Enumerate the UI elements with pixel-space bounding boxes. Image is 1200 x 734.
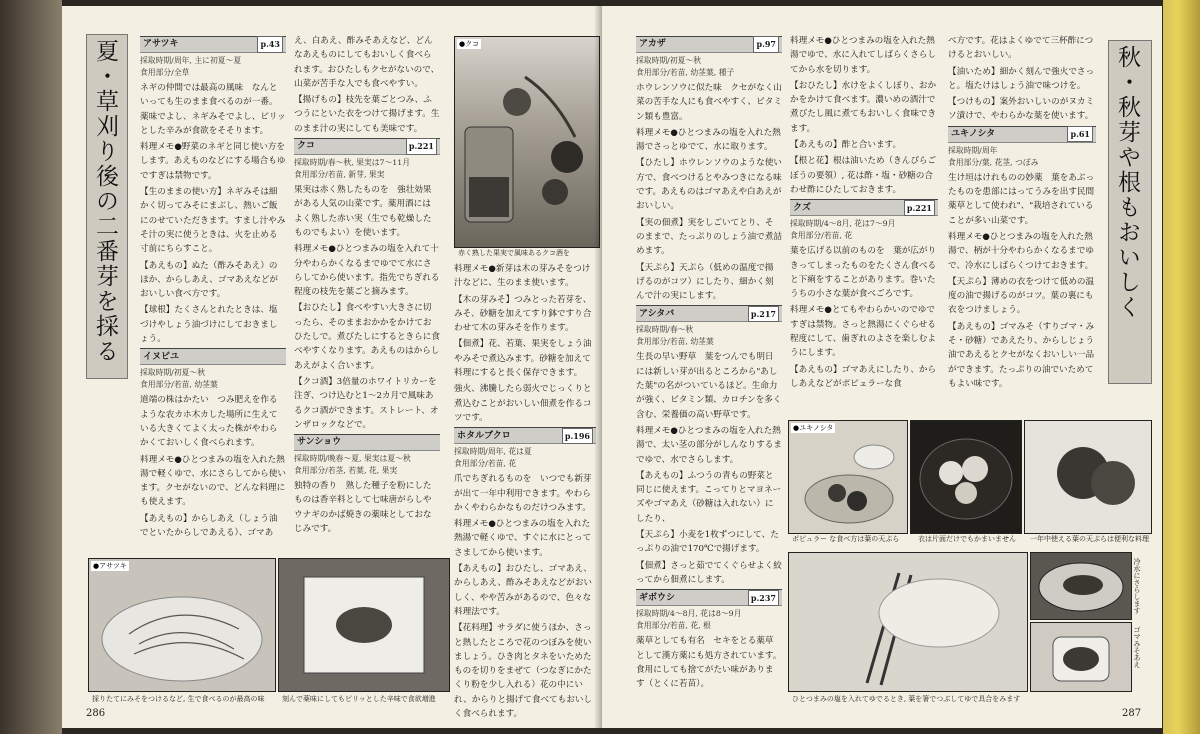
paragraph: 独特の香り 熟した種子を粉にしたものは香辛料として七味唐がらしやウナギのかば焼きの薬味としておなじみです。	[294, 481, 432, 535]
paragraph: 道端の株はかたい つみ肥えを作るような农カホ木カした場所に生えている大きくてよく太った株がやわらかくておいしく食べられます。	[140, 395, 278, 449]
paragraph: 【天ぷら】薄めの衣をつけて低めの温度の油で揚げるのがコツ。葉の裏にも衣をつけましょう。	[948, 276, 1095, 316]
paragraph: 【生のままの使い方】ネギみそは細かく切ってみそにまぶし、熱いご飯にのせていただきます。すまし汁やみそ汁の実に使うときは、火を止める寸前にちらすこと。	[140, 187, 286, 255]
page-ref: p.237	[748, 590, 779, 606]
photo-asatsuki	[88, 558, 276, 692]
paragraph: 薬草としても有名 セキをとる薬草として漢方薬にも処方されています。食用にしても捨てがたい味があります（とくに若苗）。	[636, 636, 782, 690]
right-title-box	[1108, 40, 1152, 384]
paragraph: 【あえもの】ゴマみそ（すりゴマ・みそ・砂糖）であえたり、からしじょう油であえるとクセがなくおいしい一品ができます。たっぷりの油でいためてもよい味です。	[948, 321, 1095, 389]
photo-caption: 衣は片面だけでもかまいません	[918, 535, 1016, 543]
paragraph: 【ひたし】ホウレンソウのような使い方で、食べつけるとやみつきになる味です。あえものはゴマあえや白あえがおいしい。	[636, 158, 782, 212]
book-edge-right	[1163, 0, 1200, 734]
entry-header-hotarubukuro: ホタルブクロ p.196	[454, 427, 596, 444]
photo-side-caption: ゴマみそあえ	[1133, 626, 1141, 668]
left-col-1	[140, 34, 286, 542]
paragraph: 強火、沸騰したら弱火でじっくりと煮込むことがおいしい佃煮を作るコツです。	[454, 384, 592, 423]
page-ref: p.97	[753, 36, 779, 52]
paragraph: 料理メモ●ひとつまみの塩を入れた熱湯で軽くゆで、水にさらしてから使います。クセがないので、どんな料理にも使えます。	[140, 454, 286, 508]
photo-caption: 刻んで薬味にしてもピリッとした辛味で食欲増進	[282, 695, 436, 703]
paragraph: 葉を広げる以前のものを 葉が広がりきってしまったものをたくさん食べると下痢をすることがあります。巻いたうちの小さな葉が食べごろです。	[790, 246, 937, 300]
photo-yukinoshita-3	[1024, 420, 1152, 534]
entry-header-akaza: アカザ p.97	[636, 36, 782, 53]
bowl-water-illustration	[1031, 553, 1131, 619]
paragraph: 料理メモ●野菜のネギと同じ使い方をします。あえものなどにする場合もゆですぎは禁物です。	[140, 142, 286, 181]
photo-goma-miso	[1030, 622, 1132, 692]
paragraph: え、白あえ、酢みそあえなど、どんなあえものにしてもおいしく食べられます。おひたしもクセがないので、山菜が苦手な人でも食べやすい。	[294, 36, 440, 89]
right-page	[602, 6, 1162, 728]
photo-asatsuki-chopped	[278, 558, 450, 692]
paragraph: 【花料理】サラダに使うほか、さっと熱したところで花のつぼみを使いましょう。ひき肉とタネをいためたものを切りをまぜて（つなぎにかたくり粉を少し入れる）花の中にいれ、からりと揚げて食べてもおいしく食べられます。	[454, 623, 593, 720]
paragraph: ホウレンソウに似た味 クセがなく山菜の苦手な人にも食べやすく、ビタミン類も豊富。	[636, 83, 782, 122]
paragraph: 爪でちぎれるものを いつでも新芽が出て一年中利用できます。やわらかくやわらかなものだけつみます。	[454, 474, 592, 513]
page-ref: p.221	[406, 138, 437, 154]
paragraph: 料理メモ●ひとつまみの塩を入れた熱湯でさっとゆでて、水に取ります。	[636, 127, 781, 153]
page-number: 286	[86, 708, 106, 719]
right-page-title: 秋・秋芽や根もおいしく	[1114, 45, 1140, 320]
paragraph: 【揚げもの】枝先を葉ごとつみ、ふつうにといた衣をつけて揚げます。生のまま汁の実にしても美味です。	[294, 95, 440, 134]
entry-meta: 採取時期/4〜8月, 花は7〜9月 食用部分/若苗, 花	[790, 219, 896, 241]
paragraph: 【油いため】細かく刻んで強火でさっと。塩たけはしょう油で味つけを。	[948, 66, 1095, 91]
paragraph: 【あえもの】ゴマあえにしたり、からしあえなどがポピュラーな食	[790, 364, 937, 389]
left-page-title: 夏・草刈り後の二番芽を採る	[92, 39, 118, 364]
paragraph: 【実の佃煮】実をしごいてとり、そのままで、たっぷりのしょう油で煮詰めます。	[636, 217, 782, 257]
entry-meta: 採取時期/周年, 花は夏 食用部分/若苗, 花	[454, 447, 532, 469]
entry-meta: 採取時期/周年, 主に初夏〜夏 食用部分/全草	[140, 56, 242, 77]
paragraph: 【佃煮】さっと茹でてくぐらせよく絞ってから佃煮にします。	[636, 560, 782, 585]
entry-header-kuzu: クズ p.221	[790, 199, 938, 216]
dish-illustration	[1031, 623, 1131, 691]
page-number: 287	[1122, 708, 1142, 719]
book-edge-left	[0, 0, 62, 734]
page-ref: p.43	[257, 36, 283, 52]
entry-header-sansho: サンショウ	[294, 434, 440, 451]
left-title-box	[86, 34, 128, 379]
paragraph: 料理メモ●ひとつまみの塩を入れた熱湯でゆで、水に入れてしばらくさらしてから水を切ります。	[790, 36, 936, 75]
entry-header-inubiyu: イヌビユ	[140, 348, 286, 365]
right-col-2	[790, 34, 938, 393]
paragraph: 【木の芽みそ】つみとった若芽を、みそ、砂糖を加えてすり鉢ですり合わせて木の芽みそを作ります。	[454, 294, 592, 334]
page-ref: p.217	[748, 306, 779, 322]
photo-caption: ひとつまみの塩を入れてゆでるとき, 葉を箸でつぶしてゆで具合をみます	[792, 695, 1021, 703]
paragraph: 【クコ酒】3倍量のホワイトリカーを注ぎ、つけ込むと1〜2カ月で風味あるクコ酒ができます。ストレート、オンザロックなどで。	[294, 376, 439, 430]
photo-yukinoshita-1	[788, 420, 908, 534]
paragraph: 生け垣はけれものの妙薬 葉をあぶったものを患部にはってうみを出す民間薬草として使われ"、"栽培されていることが多い山菜です。	[948, 172, 1095, 226]
entry-header-giboshi: ギボウシ p.237	[636, 589, 782, 606]
paragraph: 【天ぷら】天ぷら（低めの温度で揚げるのがコツ）にしたり、細かく刻んで汁の実にします。	[636, 262, 774, 302]
paragraph: 料理メモ●ひとつまみの塩を入れて十分やわらかくなるまでゆでて水にさらしてから使います。指先でちぎれる程度の枝先を葉ごと摘みます。	[294, 244, 440, 298]
paragraph: 【あえもの】ぬた（酢みそあえ）のほか、からしあえ、ゴマあえなどがおいしい食べ方です。	[140, 260, 279, 300]
left-col-3	[454, 262, 596, 723]
paragraph: 【根と花】根は油いため（きんぴらごぼうの要領）, 花は酢・塩・砂糖の合わせ酢にひたしておきます。	[790, 156, 937, 195]
paragraph: 料理メモ●ひとつまみの塩を入れた熱湯で軽くゆで、すぐに水にとってさましてから使います。	[454, 519, 592, 558]
paragraph: 【あえもの】からしあえ（しょう油でといたからしであえる）、ゴマあ	[140, 513, 278, 539]
photo-label: ●クコ	[459, 40, 479, 48]
paragraph: 【佃煮】花、若葉、果実をしょう油やみそで煮込みます。砂糖を加えて料理にすると長く保存できます。	[454, 339, 592, 379]
photo-caption: 赤く熟した果実で風味あるクコ酒を	[458, 249, 570, 257]
photo-label: ●ユキノシタ	[793, 424, 834, 432]
left-page	[62, 6, 602, 728]
entry-header-ashitaba: アシタバ p.217	[636, 305, 782, 322]
paragraph: 【あえもの】おひたし、ゴマあえ、からしあえ、酢みそあえなどがおいしく、やや苦みがあるので、色々な料理法です。	[454, 564, 593, 617]
entry-meta: 採取時期/4〜8月, 花は8〜9月 食用部分/若苗, 花, 根	[636, 609, 742, 631]
paragraph: 料理メモ●とてもやわらかいのでゆですぎは禁物。さっと熱湯にくぐらせる程度にして、歯ぎれのよさを楽しむようにします。	[790, 305, 936, 359]
photo-cold-water	[1030, 552, 1132, 620]
yukinoshita-leaves-illustration	[789, 421, 907, 533]
paragraph: 【球根】たくさんとれたときは、塩づけやしょう油づけにしておきましょう。	[140, 305, 278, 345]
paragraph: 【つけもの】案外おいしいのがヌカミソ漬けで、やわらかな葉を使います。	[948, 97, 1095, 122]
asatsuki-illustration	[89, 559, 275, 691]
page-ref: p.221	[904, 200, 935, 216]
entry-meta: 採取時期/初夏〜秋 食用部分/若苗, 幼茎葉, 種子	[636, 56, 735, 77]
dish-illustration	[279, 559, 449, 691]
paragraph: 【あえもの】ふつうの青もの野菜と同じに使えます。こってりとマヨネーズやゴマあえ（砂糖は入れない）にしたり、	[636, 470, 782, 524]
paragraph: 【おひたし】食べやすい大きさに切ったら、そのままおかかをかけておひたしで。煮びたしにするときらに食べやすくなります。あえものはからしあえがよく合います。	[294, 303, 440, 371]
paragraph: 料理メモ●新芽は木の芽みそをつけ汁などに、生のまま使います。	[454, 264, 591, 289]
photo-boiling	[788, 552, 1028, 692]
entry-header-yukinoshita: ユキノシタ p.61	[948, 126, 1096, 143]
tempura-stack-illustration	[1025, 421, 1151, 533]
photo-kuko	[454, 36, 600, 248]
photo-label: ●アサツキ	[93, 562, 127, 570]
entry-meta: 採取時期/初夏〜秋 食用部分/若苗, 幼茎葉	[140, 368, 218, 390]
paragraph: 果実は赤く熟したものを 強壮効果がある人気の山菜です。薬用酒には よく熟した赤い実（生でも乾燥したものでもよい）を使います。	[294, 185, 432, 238]
photo-caption: 一年中使える葉の天ぷらは便利な料理	[1030, 535, 1149, 543]
entry-meta: 採取時期/春〜秋 食用部分/若苗, 幼茎葉	[636, 325, 714, 347]
page-ref: p.196	[562, 428, 593, 444]
page-ref: p.61	[1067, 126, 1093, 142]
entry-meta: 採取時期/晩春〜夏, 果実は夏〜秋 食用部分/若茎, 若葉, 花, 果実	[294, 454, 411, 476]
paragraph: 生長の早い野草 葉をつんでも明日には新しい芽が出るところから"あした葉"の名がついているほど。生命力が強く、ビタミン類、カロチンを多く含む、栄養価の高い野草です。	[636, 352, 782, 420]
chopsticks-hand-illustration	[789, 553, 1027, 691]
entry-meta: 採取時期/春〜秋, 果実は7〜11月 食用部分/若苗, 新芽, 果実	[294, 158, 411, 180]
entry-header-kuko: クコ p.221	[294, 138, 440, 155]
entry-meta: 採取時期/周年 食用部分/葉, 花茎, つぼみ	[948, 145, 1039, 167]
entry-header-asatsuki: アサツキ p.43	[140, 36, 286, 53]
tempura-plate-illustration	[911, 421, 1021, 533]
right-col-3	[948, 34, 1096, 393]
paragraph: 料理メモ●ひとつまみの塩を入れた熱湯で、柄が十分やわらかくなるまでゆで、冷水にしばらくつけておきます。	[948, 231, 1094, 271]
paragraph: 【おひたし】水けをよくしぼり、おかかをかけて食べます。濃いめの酒汁で煮びたし風に煮てもおいしく食味できます。	[790, 80, 937, 134]
right-col-1	[636, 34, 782, 693]
kuko-illustration	[455, 37, 599, 247]
paragraph: 料理メモ●ひとつまみの塩を入れた熱湯で、太い茎の部分がしんなりするまでゆで、水でさらします。	[636, 425, 782, 465]
paragraph: 【天ぷら】小麦を1枚ずつにして、たっぷりの油で170℃で揚げます。	[636, 530, 779, 555]
paragraph: ネギの仲間では最高の風味 なんといっても生のまま食べるのが一番。薬味でよし、ネギみそでよし、ピリッとした辛みが食欲をそそります。	[140, 83, 286, 136]
paragraph: 【あえもの】酢と合います。	[790, 140, 902, 151]
photo-yukinoshita-2	[910, 420, 1022, 534]
paragraph: べ方です。花はよくゆでて三杯酢につけるとおいしい。	[948, 36, 1094, 61]
photo-caption: ポピュラー な食べ方は葉の天ぷら	[792, 535, 900, 543]
photo-side-caption: 冷水にさらします	[1133, 558, 1141, 614]
photo-caption: 採りたてにみそをつけるなど, 生で食べるのが最高の味	[92, 695, 265, 703]
left-col-2	[294, 34, 440, 538]
